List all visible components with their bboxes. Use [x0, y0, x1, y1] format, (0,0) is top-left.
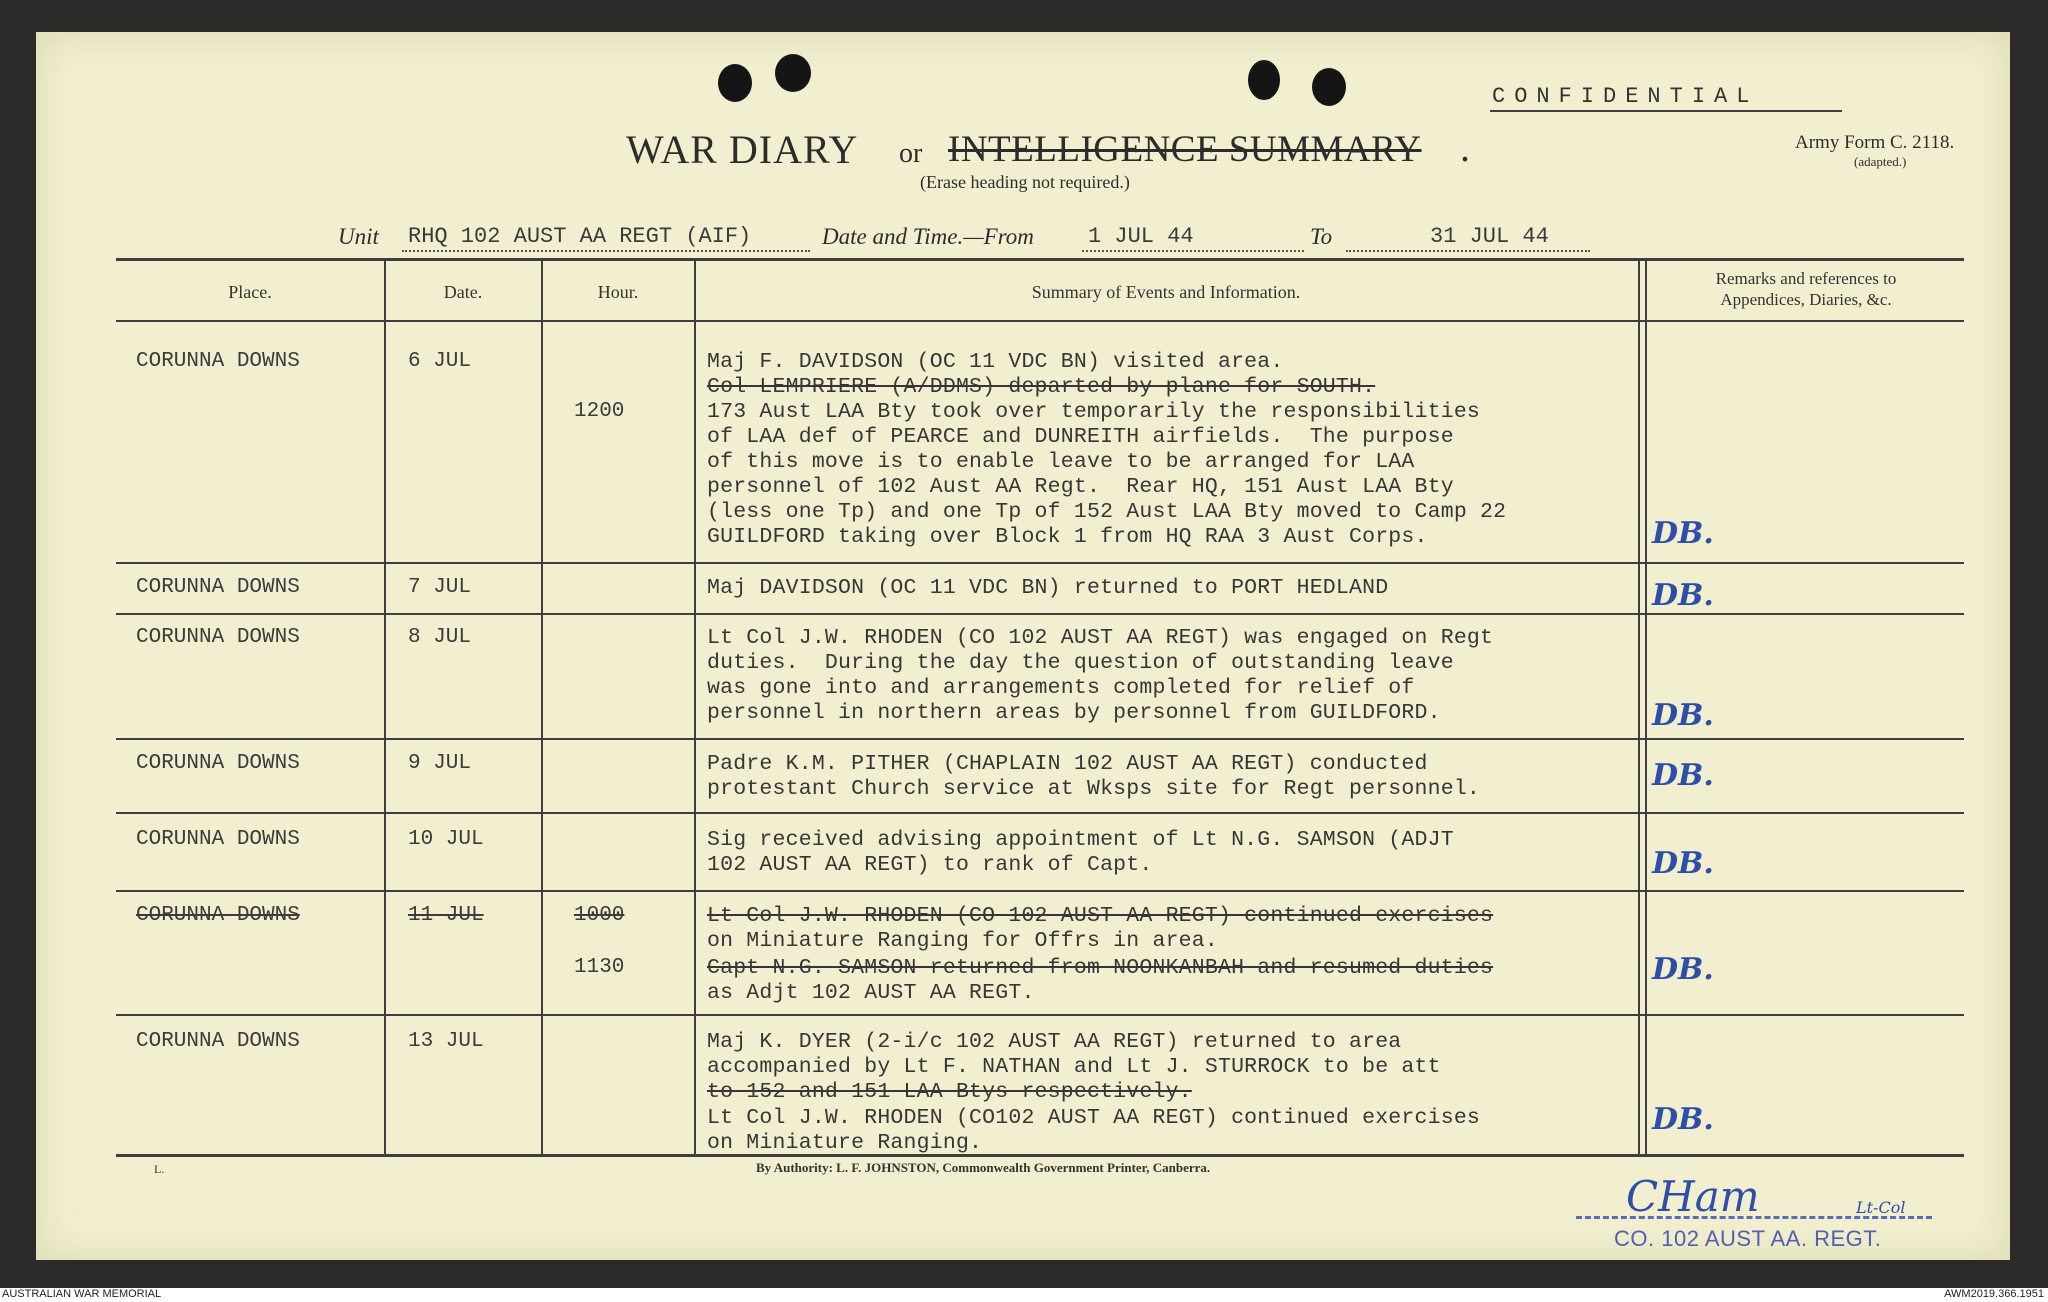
signature-rank: Lt-Col [1856, 1198, 1906, 1217]
entry-13jul-initials: DB. [1652, 1102, 1714, 1137]
entry-6jul-line-struck: Col LEMPRIERE (A/DDMS) departed by plane for SOUTH. [707, 375, 1376, 399]
entry-11jul-hour-2: 1130 [574, 956, 625, 979]
title-period: . [1460, 125, 1470, 170]
entry-8jul-line: personnel in northern areas by personnel from GUILDFORD. [707, 701, 1441, 725]
confidential-underline [1490, 110, 1842, 112]
entry-13jul-line: on Miniature Ranging. [707, 1131, 983, 1155]
entry-6jul-line: of this move is to enable leave to be arranged for LAA [707, 450, 1415, 474]
entry-separator [116, 738, 1964, 740]
archive-caption-bar [0, 1288, 2048, 1302]
entry-6jul-line: 173 Aust LAA Bty took over temporarily the responsibilities [707, 400, 1481, 424]
table-top-rule [116, 258, 1964, 261]
entry-9jul-place: CORUNNA DOWNS [136, 752, 300, 775]
to-label: To [1310, 224, 1333, 249]
entry-separator [116, 890, 1964, 892]
entry-8jul-initials: DB. [1652, 698, 1714, 733]
form-number: Army Form C. 2118. [1795, 132, 1955, 153]
entry-7jul-date: 7 JUL [408, 576, 472, 599]
title-war-diary: WAR DIARY [626, 127, 859, 172]
unit-label: Unit [338, 224, 379, 249]
entry-10jul-initials: DB. [1652, 846, 1714, 881]
commanding-officer-signature: CHam [1626, 1172, 1760, 1221]
entry-7jul-initials: DB. [1652, 578, 1714, 613]
col-divider-date [541, 260, 543, 1154]
entry-13jul-line: Maj K. DYER (2-i/c 102 AUST AA REGT) returned to area [707, 1030, 1402, 1054]
date-time-label: Date and Time.—From [822, 224, 1034, 249]
entry-8jul-line: Lt Col J.W. RHODEN (CO 102 AUST AA REGT) was engaged on Regt [707, 626, 1494, 650]
signature-dash-line [1576, 1216, 1932, 1219]
entry-13jul-line: accompanied by Lt F. NATHAN and Lt J. STURROCK to be att [707, 1055, 1441, 1079]
entry-11jul-date: 11 JUL [408, 904, 484, 927]
entry-11jul-line: on Miniature Ranging for Offrs in area. [707, 929, 1218, 953]
col-divider-remarks [1645, 260, 1647, 1154]
entry-9jul-line: protestant Church service at Wksps site for Regt personnel. [707, 777, 1481, 801]
entry-separator [116, 562, 1964, 564]
archive-caption-right: AWM2019.366.1951 [1944, 1288, 2044, 1300]
header-hour: Hour. [597, 282, 639, 302]
entry-13jul-line: Lt Col J.W. RHODEN (CO102 AUST AA REGT) continued exercises [707, 1106, 1481, 1130]
entry-13jul-date: 13 JUL [408, 1030, 484, 1053]
date-to-dotted-line [1346, 250, 1590, 252]
entry-8jul-place: CORUNNA DOWNS [136, 626, 300, 649]
punch-hole [1248, 60, 1280, 100]
table-bottom-rule [116, 1154, 1964, 1157]
header-remarks-2: Appendices, Diaries, &c. [1720, 290, 1892, 309]
entry-11jul-line: Lt Col J.W. RHODEN (CO 102 AUST AA REGT) continued exercises [707, 904, 1494, 928]
title-or: or [899, 138, 923, 169]
entry-6jul-hour: 1200 [574, 400, 625, 423]
punch-hole [775, 54, 811, 92]
entry-7jul-place: CORUNNA DOWNS [136, 576, 300, 599]
entry-separator [116, 613, 1964, 615]
erase-heading-note: (Erase heading not required.) [920, 172, 1130, 192]
entry-13jul-line: to 152 and 151 LAA Btys respectively. [707, 1080, 1192, 1104]
archive-caption-left: AUSTRALIAN WAR MEMORIAL [2, 1288, 162, 1300]
punch-hole [1312, 68, 1346, 106]
entry-6jul-line: Maj F. DAVIDSON (OC 11 VDC BN) visited area. [707, 350, 1284, 374]
table-header-rule [116, 320, 1964, 322]
entry-7jul-line: Maj DAVIDSON (OC 11 VDC BN) returned to PORT HEDLAND [707, 576, 1389, 600]
date-from-dotted-line [1082, 250, 1304, 252]
entry-6jul-line: GUILDFORD taking over Block 1 from HQ RAA 3 Aust Corps. [707, 525, 1428, 549]
entry-6jul-line: (less one Tp) and one Tp of 152 Aust LAA Bty moved to Camp 22 [707, 500, 1507, 524]
footer-mark: L. [154, 1162, 165, 1176]
header-remarks-1: Remarks and references to [1715, 269, 1897, 288]
header-place: Place. [228, 282, 272, 302]
confidential-marking: CONFIDENTIAL [1492, 84, 1759, 109]
unit-dotted-line [402, 250, 810, 252]
title-intelligence-summary: INTELLIGENCE SUMMARY [948, 129, 1422, 170]
col-divider-hour [694, 260, 696, 1154]
entry-11jul-line: as Adjt 102 AUST AA REGT. [707, 981, 1035, 1005]
entry-10jul-place: CORUNNA DOWNS [136, 828, 300, 851]
entry-9jul-date: 9 JUL [408, 752, 472, 775]
entry-6jul-place: CORUNNA DOWNS [136, 350, 300, 373]
col-divider-summary [1638, 260, 1640, 1154]
header-summary: Summary of Events and Information. [1031, 282, 1301, 302]
entry-6jul-date: 6 JUL [408, 350, 472, 373]
printer-authority: By Authority: L. F. JOHNSTON, Commonwealth Government Printer, Canberra. [756, 1160, 1211, 1175]
entry-separator [116, 812, 1964, 814]
date-to-value: 31 JUL 44 [1430, 224, 1549, 249]
entry-8jul-line: duties. During the day the question of outstanding leave [707, 651, 1454, 675]
entry-10jul-line: Sig received advising appointment of Lt N.G. SAMSON (ADJT [707, 828, 1454, 852]
entry-9jul-initials: DB. [1652, 758, 1714, 793]
entry-13jul-place: CORUNNA DOWNS [136, 1030, 300, 1053]
entry-separator [116, 1014, 1964, 1016]
date-from-value: 1 JUL 44 [1088, 224, 1194, 249]
entry-6jul-line: of LAA def of PEARCE and DUNREITH airfields. The purpose [707, 425, 1454, 449]
entry-10jul-date: 10 JUL [408, 828, 484, 851]
entry-8jul-line: was gone into and arrangements completed for relief of [707, 676, 1415, 700]
entry-11jul-place: CORUNNA DOWNS [136, 904, 300, 927]
entry-11jul-initials: DB. [1652, 952, 1714, 987]
entry-6jul-initials: DB. [1652, 516, 1714, 551]
entry-8jul-date: 8 JUL [408, 626, 472, 649]
entry-11jul-hour-1: 1000 [574, 904, 625, 927]
unit-value: RHQ 102 AUST AA REGT (AIF) [408, 224, 752, 249]
entry-11jul-line: Capt N.G. SAMSON returned from NOONKANBAH and resumed duties [707, 956, 1494, 980]
entry-6jul-line: personnel of 102 Aust AA Regt. Rear HQ, 151 Aust LAA Bty [707, 475, 1454, 499]
form-adapted: (adapted.) [1854, 154, 1907, 169]
col-divider-place [384, 260, 386, 1154]
punch-hole [718, 64, 752, 102]
unit-stamp: CO. 102 AUST AA. REGT. [1614, 1226, 1882, 1251]
entry-9jul-line: Padre K.M. PITHER (CHAPLAIN 102 AUST AA REGT) conducted [707, 752, 1428, 776]
header-date: Date. [443, 282, 483, 302]
entry-10jul-line: 102 AUST AA REGT) to rank of Capt. [707, 853, 1153, 877]
